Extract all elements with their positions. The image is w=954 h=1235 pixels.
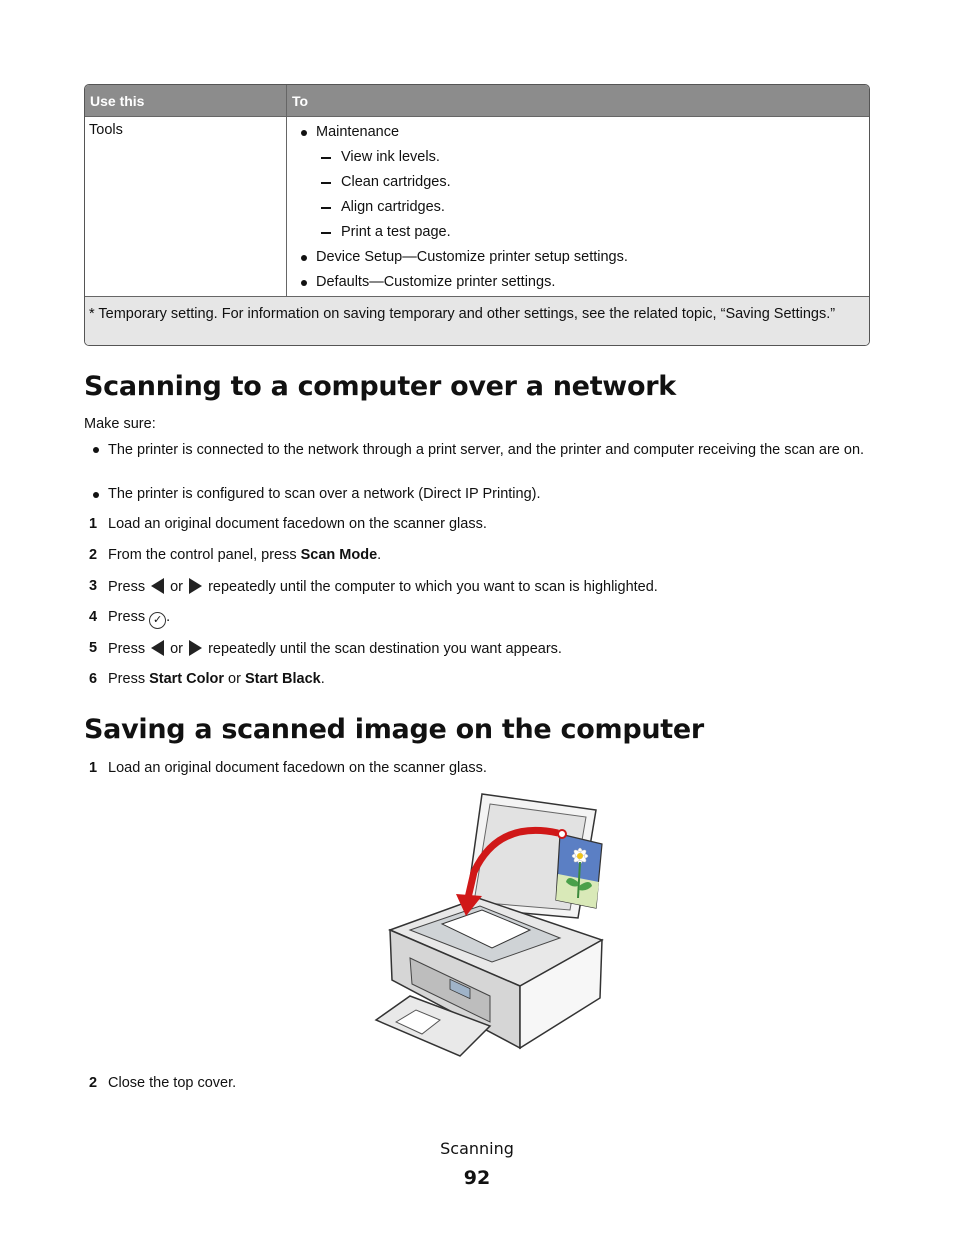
table-header	[85, 85, 869, 116]
step-text	[108, 640, 562, 657]
scan-mode-label: Scan Mode	[300, 547, 378, 563]
header-divider	[85, 116, 869, 117]
bullet-icon	[301, 130, 307, 136]
dash-icon	[321, 157, 331, 159]
item-defaults: Defaults—Customize printer settings.	[316, 274, 556, 290]
step-text-part: or	[224, 671, 245, 687]
step-text-part: Press	[108, 579, 150, 595]
step-text-part: or	[166, 641, 188, 657]
section-heading-network: Scanning to a computer over a network	[84, 371, 676, 402]
table-footnote-row	[85, 297, 869, 346]
settings-table	[84, 84, 870, 346]
section-heading-saving: Saving a scanned image on the computer	[84, 714, 704, 745]
item-device-setup: Device Setup—Customize printer setup settings.	[316, 249, 628, 265]
requirement-bullet: The printer is configured to scan over a network (Direct IP Printing).	[108, 486, 541, 502]
right-arrow-icon	[189, 578, 202, 594]
step-text	[108, 547, 381, 563]
step-text	[108, 609, 170, 629]
header-to: To	[292, 93, 309, 109]
step-text-part: .	[377, 547, 382, 563]
sub-item: Align cartridges.	[341, 199, 445, 215]
sub-item: Print a test page.	[341, 224, 451, 240]
header-use-this: Use this	[90, 93, 145, 109]
printer-scanner-illustration	[370, 790, 610, 1062]
bullet-icon	[301, 280, 307, 286]
step-number: 3	[89, 578, 98, 594]
step-text-part: Press	[108, 609, 150, 625]
step-text-part: Press	[108, 671, 150, 687]
start-color-label: Start Color	[149, 671, 225, 687]
step-text-part: .	[320, 671, 325, 687]
step-text-part: repeatedly until the scan destination you want appears.	[204, 641, 562, 657]
step-number: 2	[89, 547, 98, 563]
step-text-part: Press	[108, 641, 150, 657]
step-number: 1	[89, 760, 98, 776]
step-text-part: or	[166, 579, 188, 595]
start-black-label: Start Black	[244, 671, 321, 687]
bullet-icon	[93, 492, 99, 498]
step-text: Load an original document facedown on the scanner glass.	[108, 516, 487, 532]
bullet-icon	[301, 255, 307, 261]
step-text	[108, 578, 658, 595]
step-number: 5	[89, 640, 98, 656]
step-number: 2	[89, 1075, 98, 1091]
page-number: 92	[463, 1167, 491, 1189]
checkmark-button-icon: ✓	[149, 612, 166, 629]
intro-text: Make sure:	[84, 416, 156, 432]
step-text-part: From the control panel, press	[108, 547, 301, 563]
cell-tools: Tools	[89, 122, 123, 138]
step-text: Load an original document facedown on the scanner glass.	[108, 760, 487, 776]
step-text	[108, 671, 325, 687]
step-number: 6	[89, 671, 98, 687]
dash-icon	[321, 207, 331, 209]
sub-item: Clean cartridges.	[341, 174, 451, 190]
step-text-part: repeatedly until the computer to which you want to scan is highlighted.	[204, 579, 658, 595]
dash-icon	[321, 232, 331, 234]
dash-icon	[321, 182, 331, 184]
requirement-bullet: The printer is connected to the network through a print server, and the printer and computer receiving the scan are on.	[108, 442, 865, 458]
footer-section-name: Scanning	[440, 1139, 514, 1158]
table-footnote: * Temporary setting. For information on saving temporary and other settings, see the related topic, “Saving Settings.”	[89, 306, 836, 322]
step-text-part: .	[166, 609, 171, 625]
left-arrow-icon	[151, 578, 164, 594]
right-arrow-icon	[189, 640, 202, 656]
step-number: 1	[89, 516, 98, 532]
bullet-icon	[93, 447, 99, 453]
left-arrow-icon	[151, 640, 164, 656]
sub-item: View ink levels.	[341, 149, 440, 165]
step-number: 4	[89, 609, 98, 625]
step-text: Close the top cover.	[108, 1075, 237, 1091]
item-maintenance: Maintenance	[316, 124, 400, 140]
